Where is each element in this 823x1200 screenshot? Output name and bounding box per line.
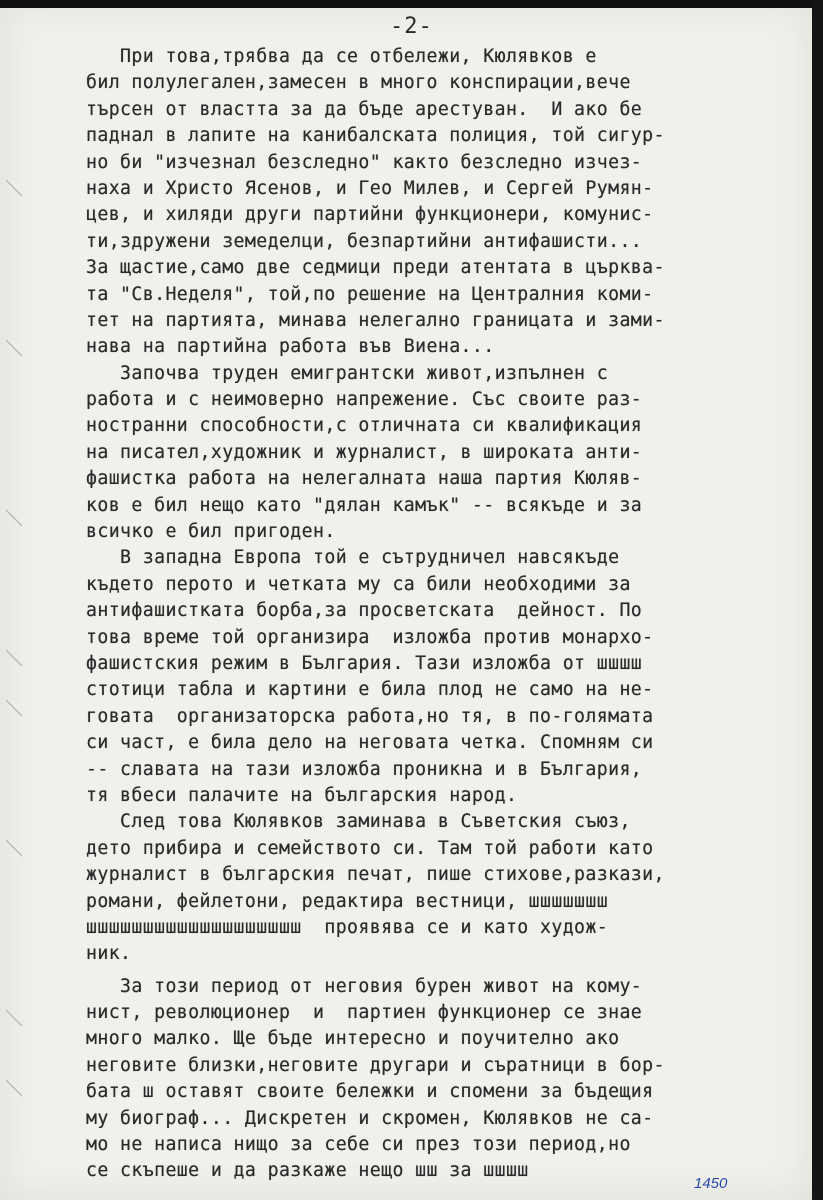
text-line: ник. [86, 943, 132, 965]
text-line: дето прибира и семейството си. Там той работи като [86, 837, 654, 859]
text-line: стотици табла и картини е била плод не само на не- [86, 679, 654, 701]
margin-punch-marks [0, 0, 30, 1200]
text-line: му биограф... Дискретен и скромен, Кюлявков не са- [86, 1107, 654, 1129]
text-line: наха и Христо Ясенов, и Гео Милев, и Сергей Румян- [86, 177, 654, 199]
text-line: фашистка работа на нелегалната наша партия Кюляв- [86, 468, 643, 490]
text-line: журналист в българския печат, пише стихове,разкази, [86, 864, 665, 886]
text-line: При това,трябва да се отбележи, Кюлявков е [86, 46, 597, 67]
text-line: където перото и четката му са били необходими за [86, 573, 631, 595]
handwritten-note: 1450 [694, 1175, 728, 1192]
text-line: шшшшшшшшшшшшшшшшшшш проявява се и като худож- [86, 916, 609, 938]
text-line: паднал в лапите на канибалската полиция, той сигур- [86, 125, 665, 147]
text-line: ков е бил нещо като "дялан камък" -- всякъде и за [86, 494, 643, 516]
text-line: много малко. Ще бъде интересно и поучително ако [86, 1028, 620, 1050]
text-line: нава на партийна работа във Виена... [86, 336, 495, 358]
text-line: След това Кюлявков заминава в Съветския съюз, [86, 811, 631, 833]
text-line: неговите близки,неговите другари и съратници в бор- [86, 1054, 665, 1076]
text-line: се скъпеше и да разкаже нещо шш за шшшш [86, 1160, 529, 1182]
text-line: говата организаторска работа,но тя, в по-голямата [86, 705, 654, 727]
text-line: цев, и хиляди други партийни функционери, комунис- [86, 204, 654, 226]
page-number: -2- [390, 14, 433, 39]
text-line: бата ш оставят своите бележки и спомени за бъдещия [86, 1081, 654, 1103]
text-line: тет на партията, минава нелегално границата и зами- [86, 309, 665, 331]
text-line: фашистския режим в България. Тази изложба от шшшш [86, 652, 643, 674]
text-line: Започва труден емигрантски живот,изпълнен с [86, 362, 609, 384]
scan-top-border [0, 0, 823, 8]
text-line: на писател,художник и журналист, в широката анти- [86, 441, 643, 463]
typewritten-text [86, 44, 801, 1185]
text-line: си част, е била дело на неговата четка. Спомням си [86, 732, 654, 754]
text-line: ностранни способности,с отличната си квалификация [86, 415, 643, 437]
text-line: ти,здружени земеделци, безпартийни антифашисти... [86, 230, 643, 252]
scan-right-border [812, 0, 823, 1200]
text-line: За този период от неговия бурен живот на кому- [86, 975, 643, 997]
text-line: За щастие,само две седмици преди атентата в църква- [86, 257, 665, 279]
text-line: това време той организира изложба против монархо- [86, 626, 654, 648]
text-line: В западна Европа той е сътрудничел навсякъде [86, 547, 620, 569]
text-line: бил полулегален,замесен в много конспирации,вече [86, 72, 631, 94]
text-line: романи, фейлетони, редактира вестници, шшшшшшш [86, 890, 609, 912]
text-line: тя вбеси палачите на българския народ. [86, 784, 518, 806]
text-line: антифашистката борба,за просветската дейност. По [86, 600, 643, 622]
text-line: всичко е бил пригоден. [86, 521, 336, 543]
text-line: но би "изчезнал безследно" както безследно изчез- [86, 151, 643, 173]
text-line: мо не написа нищо за себе си през този период,но [86, 1134, 631, 1156]
text-line: -- славата на тази изложба проникна и в България, [86, 758, 643, 780]
text-line: та "Св.Неделя", той,по решение на Централния коми- [86, 283, 654, 305]
text-line: търсен от властта за да бъде арестуван. И ако бе [86, 98, 643, 120]
text-line: работа и с неимоверно напрежение. Със своите раз- [86, 389, 643, 411]
text-line: нист, революционер и партиен функционер се знае [86, 1002, 643, 1024]
